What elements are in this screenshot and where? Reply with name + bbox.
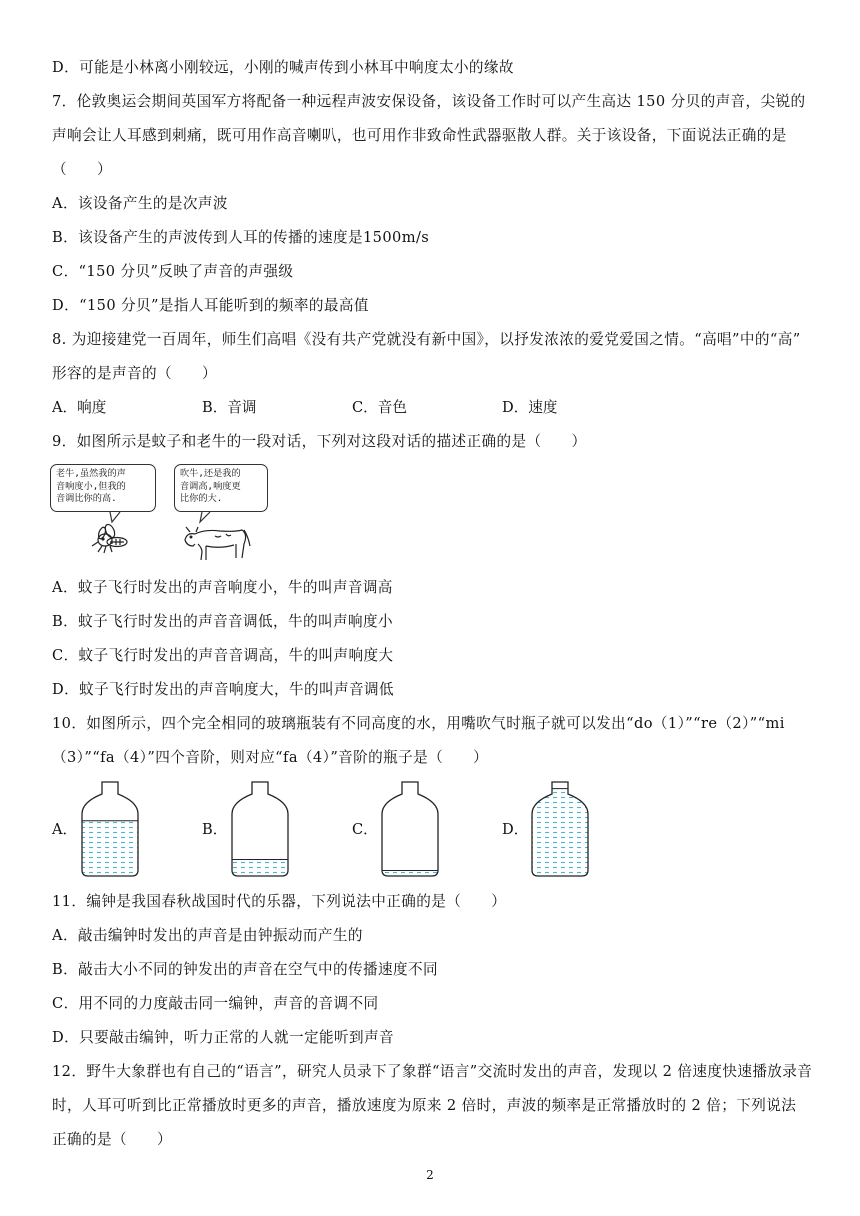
q8-option-c: C．音色	[352, 399, 407, 416]
cow-icon	[185, 527, 250, 560]
bottle	[532, 782, 588, 876]
q9-option-c: C．蚊子飞行时发出的声音音调高，牛的叫声响度大	[52, 647, 394, 664]
q10-stem-line1: 10．如图所示，四个完全相同的玻璃瓶装有不同高度的水，用嘴吹气时瓶子就可以发出“do（1）”“re（2）”“mi	[52, 715, 785, 732]
q9-figure	[50, 464, 270, 564]
q8-stem-line1: 8. 为迎接建党一百周年，师生们高唱《没有共产党就没有新中国》，以抒发浓浓的爱党爱国之情。“高唱”中的“高”	[52, 331, 801, 348]
water-level	[232, 859, 288, 876]
q9-stem: 9．如图所示是蚊子和老牛的一段对话，下列对这段对话的描述正确的是（ ）	[52, 433, 587, 450]
bottle	[82, 782, 138, 876]
q9-option-d: D．蚊子飞行时发出的声音响度大，牛的叫声音调低	[52, 681, 394, 698]
water-level	[532, 789, 588, 876]
q8-option-d: D．速度	[502, 399, 558, 416]
cow-bubble-line: 音调高,响度更	[180, 480, 241, 492]
mosquito-icon	[92, 523, 127, 553]
mosquito-bubble-line: 音响度小,但我的	[56, 480, 126, 492]
q7-stem-line2: 声响会让人耳感到刺痛，既可用作高音喇叭，也可用作非致命性武器驱散人群。关于该设备，下面说法正确的是	[52, 127, 787, 144]
q11-option-a: A．敲击编钟时发出的声音是由钟振动而产生的	[52, 927, 363, 944]
q11-option-b: B．敲击大小不同的钟发出的声音在空气中的传播速度不同	[52, 961, 438, 978]
q7-stem-line3: （ ）	[52, 161, 112, 178]
page-number: 2	[426, 1168, 434, 1182]
mosquito-bubble-line: 老牛,虽然我的声	[56, 468, 126, 479]
cow-bubble-line: 比你的大.	[180, 493, 223, 504]
bottle	[382, 782, 438, 876]
q10-bottles-figure	[0, 780, 860, 890]
q10-label-b: B．	[202, 821, 228, 838]
q10-label-c: C．	[352, 821, 378, 838]
q11-option-d: D．只要敲击编钟，听力正常的人就一定能听到声音	[52, 1029, 394, 1046]
q7-option-d: D．“150 分贝”是指人耳能听到的频率的最高值	[52, 297, 369, 314]
q11-stem: 11．编钟是我国春秋战国时代的乐器，下列说法中正确的是（ ）	[52, 893, 507, 910]
cow-bubble-line: 吹牛,还是我的	[180, 468, 241, 479]
q6-option-d: D．可能是小林离小刚较远，小刚的喊声传到小林耳中响度太小的缘故	[52, 59, 514, 76]
q7-option-a: A．该设备产生的是次声波	[52, 195, 228, 212]
q11-option-c: C．用不同的力度敲击同一编钟，声音的音调不同	[52, 995, 379, 1012]
q10-label-a: A．	[52, 821, 78, 838]
water-level	[382, 870, 438, 876]
q10-label-d: D．	[502, 821, 529, 838]
bottle	[232, 782, 288, 876]
q8-option-b: B．音调	[202, 399, 257, 416]
bottle-outline	[382, 782, 438, 876]
q8-option-a: A．响度	[52, 399, 107, 416]
q9-illustration	[50, 464, 270, 564]
q7-option-b: B．该设备产生的声波传到人耳的传播的速度是1500m/s	[52, 229, 430, 246]
mosquito-bubble-line: 音调比你的高.	[56, 493, 117, 504]
water-level	[82, 821, 138, 876]
q9-option-b: B．蚊子飞行时发出的声音音调低，牛的叫声响度小	[52, 613, 393, 630]
q7-option-c: C．“150 分贝”反映了声音的声强级	[52, 263, 294, 280]
q10-stem-line2: （3）”“fa（4）”四个音阶，则对应“fa（4）”音阶的瓶子是（ ）	[52, 749, 489, 766]
q7-stem-line1: 7．伦敦奥运会期间英国军方将配备一种远程声波安保设备，该设备工作时可以产生高达 150 分贝的声音，尖锐的	[52, 93, 806, 110]
q12-stem-line3: 正确的是（ ）	[52, 1131, 172, 1148]
q12-stem-line1: 12．野牛大象群也有自己的“语言”，研究人员录下了象群“语言”交流时发出的声音，发现以 2 倍速度快速播放录音	[52, 1063, 813, 1080]
q8-stem-line2: 形容的是声音的（ ）	[52, 365, 217, 382]
q12-stem-line2: 时，人耳可听到比正常播放时更多的声音，播放速度为原来 2 倍时，声波的频率是正常播放时的 2 倍；下列说法	[52, 1097, 797, 1114]
q9-option-a: A．蚊子飞行时发出的声音响度小，牛的叫声音调高	[52, 579, 393, 596]
